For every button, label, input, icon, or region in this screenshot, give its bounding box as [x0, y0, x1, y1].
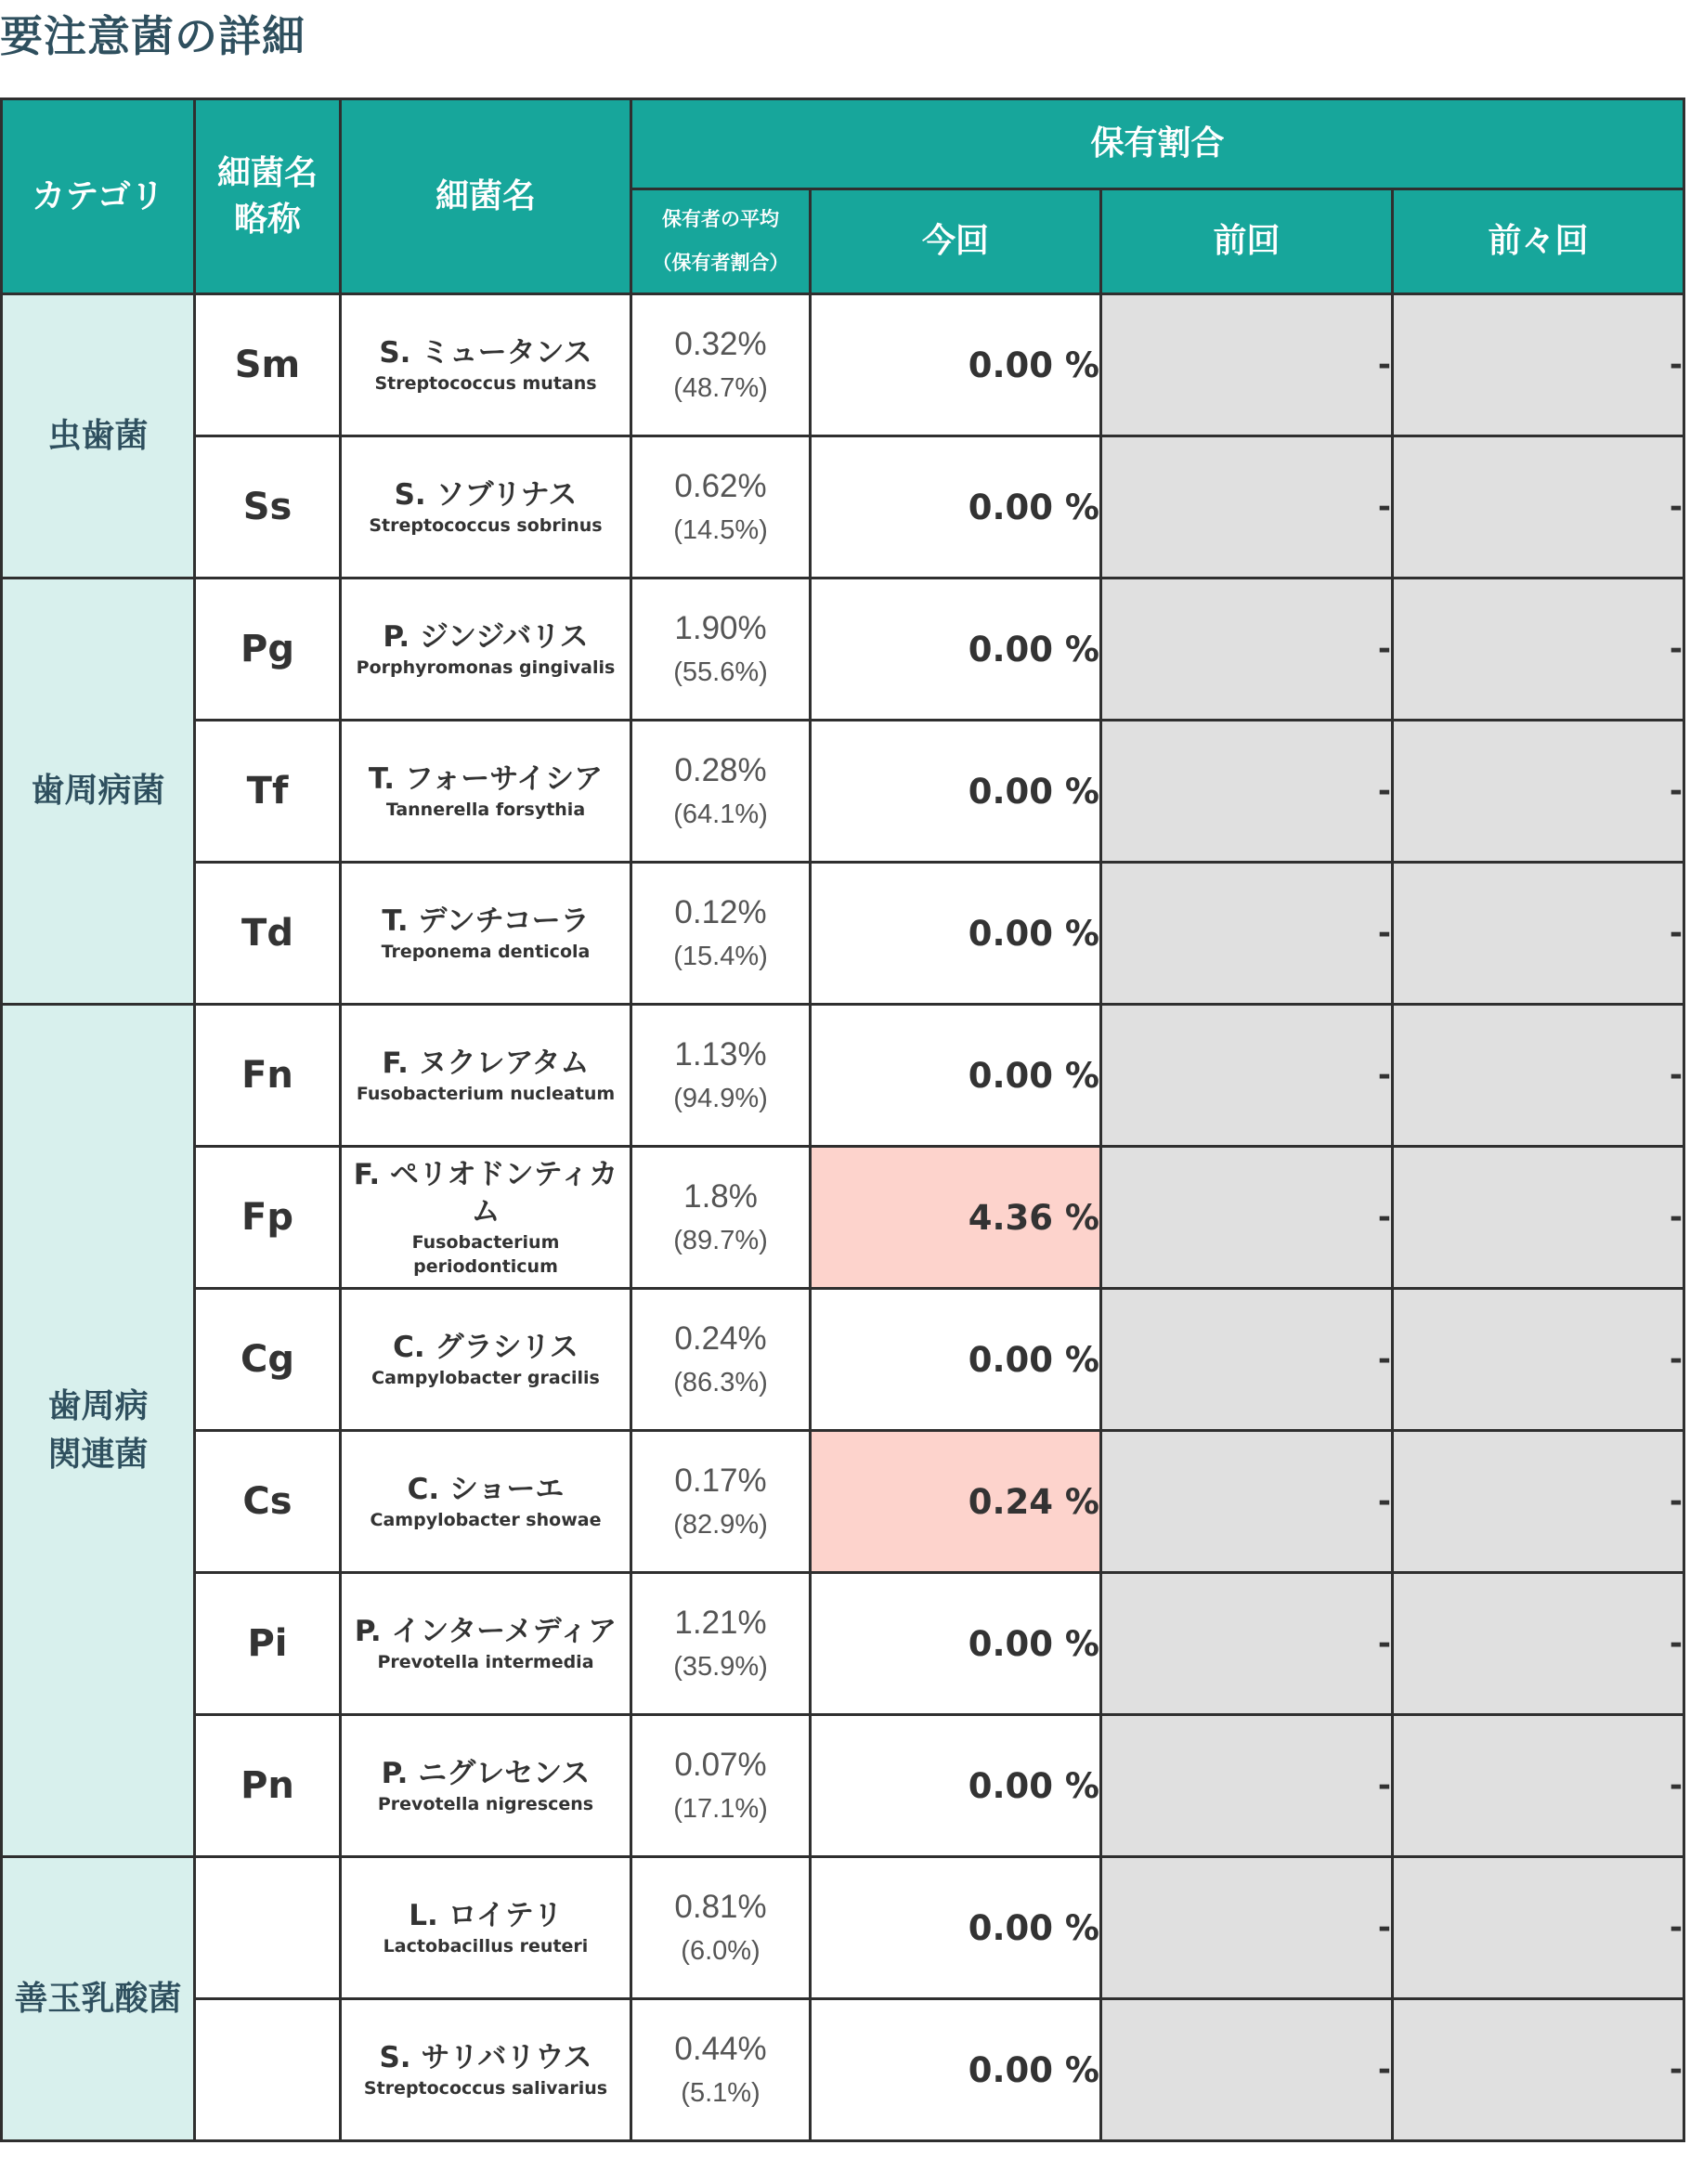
average-value: 0.62% — [674, 468, 767, 504]
table-row — [2, 721, 1684, 863]
holder-ratio: (94.9%) — [673, 1084, 768, 1113]
bacteria-name-cell — [341, 1005, 631, 1147]
header-before-previous: 前々回 — [1393, 189, 1684, 294]
table-row — [2, 1147, 1684, 1289]
bacteria-name-japanese: C. グラシリス — [393, 1331, 578, 1364]
category-cell — [2, 1005, 195, 1857]
holder-ratio: (17.1%) — [673, 1794, 768, 1824]
average-value: 1.90% — [674, 610, 767, 646]
before-previous-value-cell: - — [1393, 1573, 1684, 1715]
header-average — [631, 189, 811, 294]
header-current: 今回 — [811, 189, 1101, 294]
table-row — [2, 1715, 1684, 1857]
abbreviation-cell: Ss — [195, 436, 341, 578]
holder-ratio: (48.7%) — [673, 373, 768, 403]
previous-value-cell: - — [1101, 578, 1393, 721]
bacteria-name-latin: Porphyromonas gingivalis — [356, 657, 616, 678]
previous-value-cell: - — [1101, 721, 1393, 863]
average-cell — [631, 1857, 811, 1999]
current-value-cell: 0.00 % — [811, 1999, 1101, 2141]
bacteria-name-japanese: P. ニグレセンス — [381, 1757, 591, 1790]
bacteria-name-latin: Fusobacterium nucleatum — [356, 1084, 616, 1104]
previous-value-cell: - — [1101, 1715, 1393, 1857]
bacteria-name-japanese: T. フォーサイシア — [368, 762, 604, 796]
abbreviation-cell: Cs — [195, 1431, 341, 1573]
previous-value-cell: - — [1101, 1147, 1393, 1289]
average-value: 0.28% — [674, 752, 767, 788]
bacteria-name-latin: Streptococcus salivarius — [363, 2078, 608, 2099]
table-row — [2, 1573, 1684, 1715]
before-previous-value-cell: - — [1393, 1147, 1684, 1289]
abbreviation-cell: Cg — [195, 1289, 341, 1431]
abbreviation-cell: Pi — [195, 1573, 341, 1715]
table-row — [2, 863, 1684, 1005]
before-previous-value-cell: - — [1393, 1005, 1684, 1147]
bacteria-name-japanese: P. インターメディア — [354, 1615, 618, 1648]
before-previous-value-cell: - — [1393, 863, 1684, 1005]
current-value-cell: 0.00 % — [811, 436, 1101, 578]
category-label: 善玉乳酸菌 — [14, 1979, 182, 2018]
header-category: カテゴリ — [2, 99, 195, 294]
bacteria-name-cell — [341, 1431, 631, 1573]
bacteria-name-latin: Campylobacter showae — [370, 1510, 602, 1530]
page-title: 要注意菌の詳細 — [0, 11, 306, 61]
previous-value-cell: - — [1101, 1289, 1393, 1431]
average-value: 0.44% — [674, 2031, 767, 2067]
holder-ratio: (86.3%) — [673, 1368, 768, 1398]
category-label: 関連菌 — [47, 1435, 149, 1474]
average-value: 0.32% — [674, 326, 767, 362]
current-value-cell: 0.00 % — [811, 1005, 1101, 1147]
average-value: 0.07% — [674, 1747, 767, 1783]
current-value-cell: 0.00 % — [811, 294, 1101, 436]
table-body — [2, 294, 1684, 2141]
bacteria-name-latin: Campylobacter gracilis — [371, 1368, 600, 1388]
average-cell — [631, 721, 811, 863]
before-previous-value-cell: - — [1393, 1715, 1684, 1857]
previous-value-cell: - — [1101, 1999, 1393, 2141]
header-previous: 前回 — [1101, 189, 1393, 294]
average-cell — [631, 1999, 811, 2141]
category-label: 歯周病菌 — [31, 772, 165, 810]
header-average-line2: （保有者割合） — [652, 252, 789, 274]
current-value-cell: 0.24 % — [811, 1431, 1101, 1573]
category-cell — [2, 294, 195, 578]
average-cell — [631, 1147, 811, 1289]
previous-value-cell: - — [1101, 1573, 1393, 1715]
bacteria-name-latin: Streptococcus mutans — [374, 373, 597, 394]
average-value: 0.17% — [674, 1462, 767, 1499]
bacteria-name-latin: Streptococcus sobrinus — [369, 515, 603, 536]
average-cell — [631, 863, 811, 1005]
table-row — [2, 1431, 1684, 1573]
average-cell — [631, 1431, 811, 1573]
bacteria-name-cell — [341, 863, 631, 1005]
header-abbreviation-line2: 略称 — [233, 200, 301, 239]
bacteria-name-latin: Prevotella intermedia — [377, 1652, 594, 1672]
average-cell — [631, 1005, 811, 1147]
bacteria-name-japanese: L. ロイテリ — [409, 1899, 563, 1932]
bacteria-name-latin: Lactobacillus reuteri — [383, 1936, 589, 1956]
category-cell — [2, 578, 195, 1005]
header-bacteria-name: 細菌名 — [341, 99, 631, 294]
holder-ratio: (35.9%) — [673, 1652, 768, 1682]
bacteria-name-japanese: S. ミュータンス — [379, 336, 592, 370]
holder-ratio: (15.4%) — [673, 942, 768, 971]
before-previous-value-cell: - — [1393, 1857, 1684, 1999]
table-row — [2, 294, 1684, 436]
current-value-cell: 0.00 % — [811, 1715, 1101, 1857]
table-row — [2, 1289, 1684, 1431]
abbreviation-cell: Fp — [195, 1147, 341, 1289]
previous-value-cell: - — [1101, 1005, 1393, 1147]
abbreviation-cell — [195, 1857, 341, 1999]
current-value-cell: 0.00 % — [811, 1573, 1101, 1715]
bacteria-name-cell — [341, 1857, 631, 1999]
average-value: 0.12% — [674, 894, 767, 930]
average-value: 1.8% — [683, 1178, 758, 1215]
holder-ratio: (14.5%) — [673, 515, 768, 545]
holder-ratio: (6.0%) — [681, 1936, 760, 1966]
abbreviation-cell: Pg — [195, 578, 341, 721]
current-value-cell: 0.00 % — [811, 1857, 1101, 1999]
before-previous-value-cell: - — [1393, 1289, 1684, 1431]
previous-value-cell: - — [1101, 1857, 1393, 1999]
average-value: 1.21% — [674, 1605, 767, 1641]
category-label: 虫歯菌 — [47, 416, 149, 455]
before-previous-value-cell: - — [1393, 1999, 1684, 2141]
bacteria-name-cell — [341, 578, 631, 721]
before-previous-value-cell: - — [1393, 436, 1684, 578]
bacteria-name-cell — [341, 1147, 631, 1289]
table-row — [2, 1857, 1684, 1999]
current-value-cell: 4.36 % — [811, 1147, 1101, 1289]
average-cell — [631, 294, 811, 436]
bacteria-name-japanese: S. サリバリウス — [379, 2041, 592, 2074]
holder-ratio: (55.6%) — [673, 657, 768, 687]
holder-ratio: (5.1%) — [681, 2078, 760, 2108]
bacteria-name-cell — [341, 1999, 631, 2141]
bacteria-name-cell — [341, 436, 631, 578]
abbreviation-cell: Td — [195, 863, 341, 1005]
bacteria-name-japanese: F. ペリオドンティカム — [353, 1158, 618, 1228]
bacteria-detail-table — [0, 98, 1685, 2142]
bacteria-name-cell — [341, 1715, 631, 1857]
before-previous-value-cell: - — [1393, 578, 1684, 721]
category-label: 歯周病 — [47, 1386, 149, 1425]
average-cell — [631, 578, 811, 721]
abbreviation-cell: Pn — [195, 1715, 341, 1857]
table-row — [2, 1999, 1684, 2141]
current-value-cell: 0.00 % — [811, 1289, 1101, 1431]
bacteria-name-japanese: C. ショーエ — [407, 1473, 565, 1506]
bacteria-name-latin: Tannerella forsythia — [385, 800, 586, 820]
average-value: 0.24% — [674, 1320, 767, 1357]
current-value-cell: 0.00 % — [811, 863, 1101, 1005]
average-cell — [631, 436, 811, 578]
bacteria-name-latin: Prevotella nigrescens — [377, 1794, 594, 1814]
previous-value-cell: - — [1101, 1431, 1393, 1573]
previous-value-cell: - — [1101, 294, 1393, 436]
header-abbreviation-line1: 細菌名 — [216, 153, 318, 192]
bacteria-name-cell — [341, 1289, 631, 1431]
abbreviation-cell: Tf — [195, 721, 341, 863]
average-cell — [631, 1715, 811, 1857]
abbreviation-cell — [195, 1999, 341, 2141]
current-value-cell: 0.00 % — [811, 721, 1101, 863]
category-cell — [2, 1857, 195, 2141]
average-cell — [631, 1573, 811, 1715]
bacteria-name-japanese: F. ヌクレアタム — [382, 1046, 590, 1080]
bacteria-name-japanese: S. ソブリナス — [394, 478, 578, 512]
before-previous-value-cell: - — [1393, 721, 1684, 863]
holder-ratio: (89.7%) — [673, 1226, 768, 1255]
header-average-line1: 保有者の平均 — [662, 208, 779, 230]
current-value-cell: 0.00 % — [811, 578, 1101, 721]
bacteria-name-latin: Fusobacterium periodonticum — [411, 1232, 560, 1277]
abbreviation-cell: Fn — [195, 1005, 341, 1147]
table-row — [2, 1005, 1684, 1147]
abbreviation-cell: Sm — [195, 294, 341, 436]
bacteria-name-cell — [341, 721, 631, 863]
bacteria-name-japanese: T. デンチコーラ — [382, 904, 590, 938]
header-abbreviation — [195, 99, 341, 294]
average-cell — [631, 1289, 811, 1431]
holder-ratio: (82.9%) — [673, 1510, 768, 1540]
table-header — [2, 99, 1684, 294]
table-row — [2, 436, 1684, 578]
bacteria-name-cell — [341, 294, 631, 436]
holder-ratio: (64.1%) — [673, 800, 768, 829]
table-row — [2, 578, 1684, 721]
header-holding-ratio: 保有割合 — [631, 99, 1684, 189]
before-previous-value-cell: - — [1393, 294, 1684, 436]
previous-value-cell: - — [1101, 863, 1393, 1005]
previous-value-cell: - — [1101, 436, 1393, 578]
bacteria-name-japanese: P. ジンジバリス — [383, 620, 589, 654]
bacteria-name-latin: Treponema denticola — [381, 942, 591, 962]
before-previous-value-cell: - — [1393, 1431, 1684, 1573]
average-value: 0.81% — [674, 1889, 767, 1925]
bacteria-name-cell — [341, 1573, 631, 1715]
average-value: 1.13% — [674, 1036, 767, 1072]
